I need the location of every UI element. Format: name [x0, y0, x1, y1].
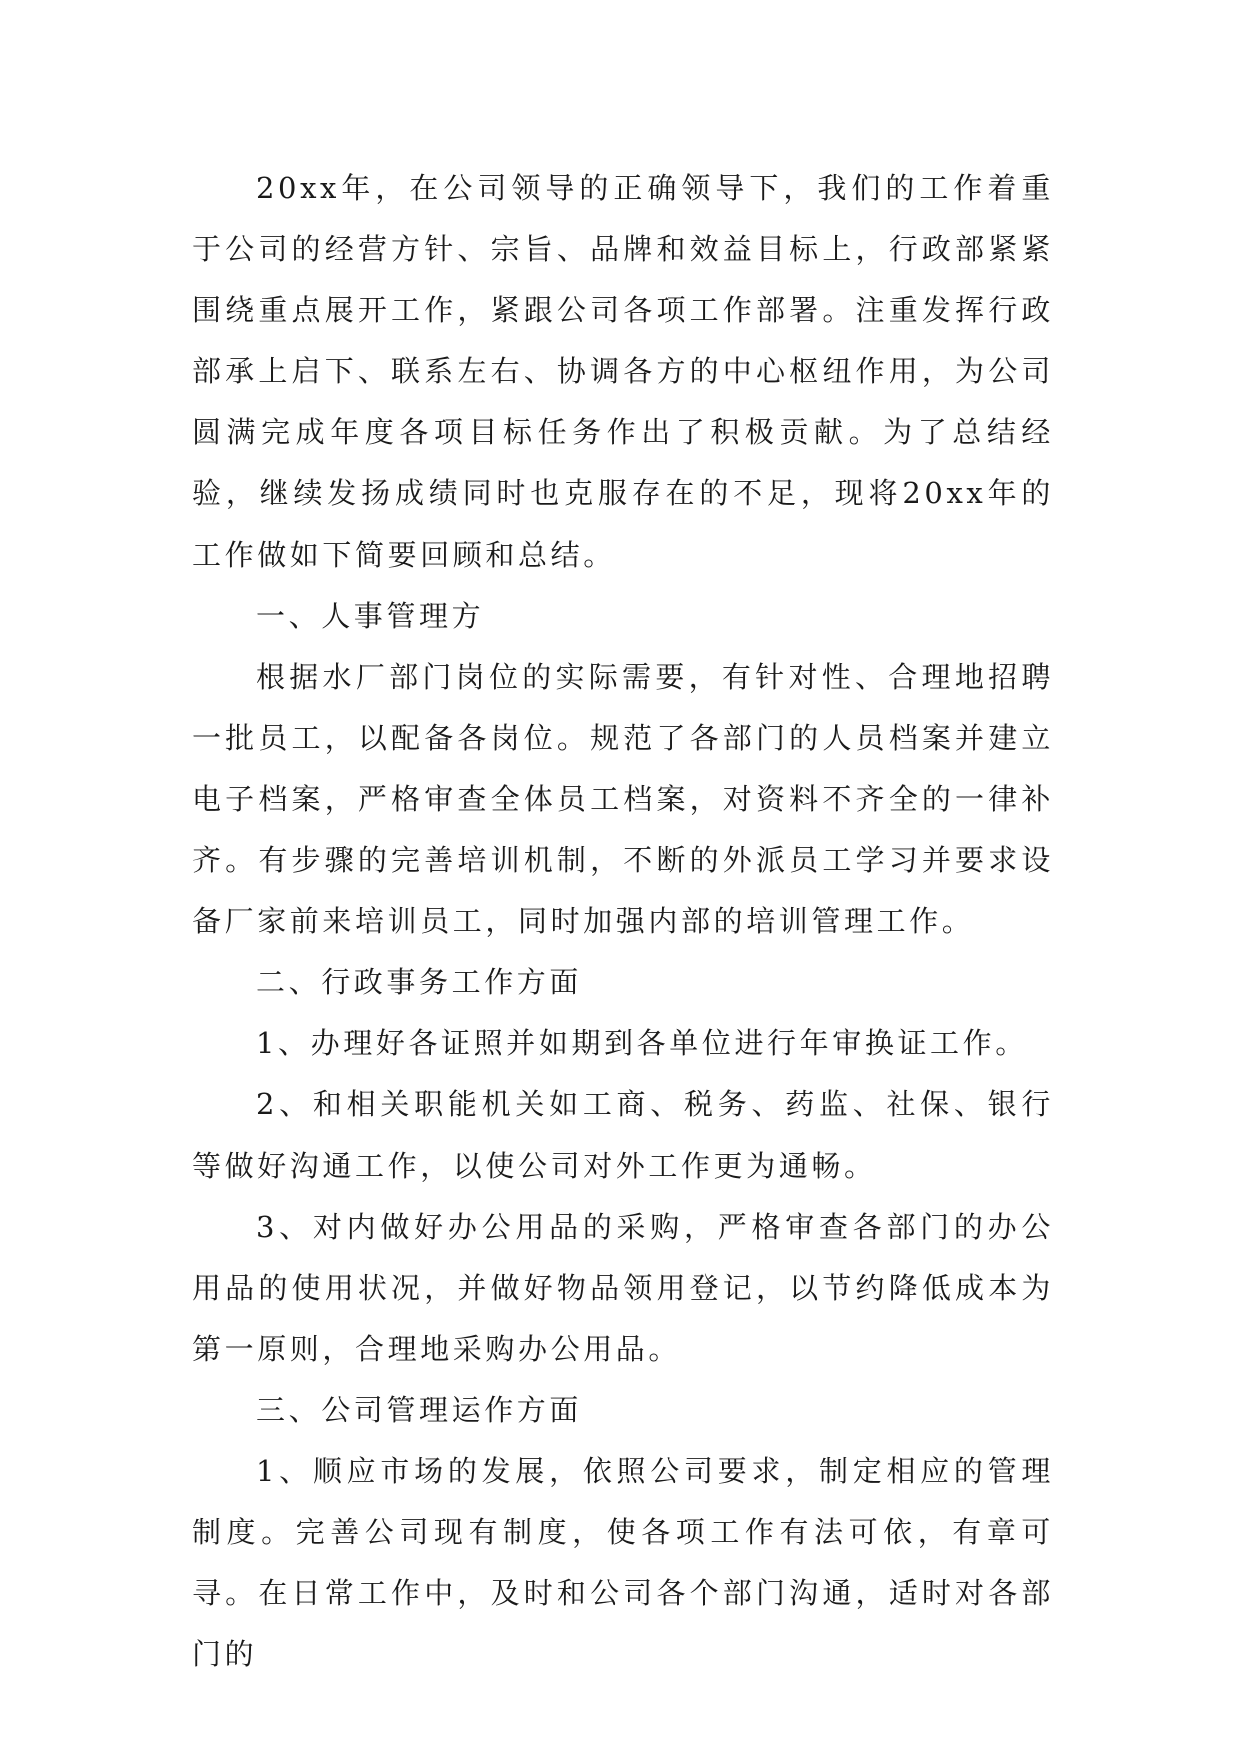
intro-paragraph: 20xx年，在公司领导的正确领导下，我们的工作着重于公司的经营方针、宗旨、品牌和效益目标上，行政部紧紧围绕重点展开工作，紧跟公司各项工作部署。注重发挥行政部承上启下、联系左右、协调各方的中心枢纽作用，为公司圆满完成年度各项目标任务作出了积极贡献。为了总结经验，继续发扬成绩同时也克服存在的不足，现将20xx年的工作做如下简要回顾和总结。 — [192, 171, 1054, 572]
admin-item-3: 3、对内做好办公用品的采购，严格审查各部门的办公用品的使用状况，并做好物品领用登记，以节约降低成本为第一原则，合理地采购办公用品。 — [192, 1209, 1054, 1366]
admin-item-1: 1、办理好各证照并如期到各单位进行年审换证工作。 — [256, 1026, 1028, 1061]
section-heading-admin-affairs: 二、行政事务工作方面 — [256, 965, 583, 1000]
document-body — [192, 158, 1054, 1685]
section-heading-personnel: 一、人事管理方 — [256, 598, 485, 633]
personnel-paragraph: 根据水厂部门岗位的实际需要，有针对性、合理地招聘一批员工，以配备各岗位。规范了各部门的人员档案并建立电子档案，严格审查全体员工档案，对资料不齐全的一律补齐。有步骤的完善培训机制，不断的外派员工学习并要求设备厂家前来培训员工，同时加强内部的培训管理工作。 — [192, 659, 1054, 939]
management-item-1: 1、顺应市场的发展，依照公司要求，制定相应的管理制度。完善公司现有制度，使各项工作有法可依，有章可寻。在日常工作中，及时和公司各个部门沟通，适时对各部门的 — [192, 1453, 1054, 1672]
admin-item-2: 2、和相关职能机关如工商、税务、药监、社保、银行等做好沟通工作，以使公司对外工作更为通畅。 — [192, 1087, 1054, 1183]
section-heading-management: 三、公司管理运作方面 — [256, 1392, 583, 1427]
